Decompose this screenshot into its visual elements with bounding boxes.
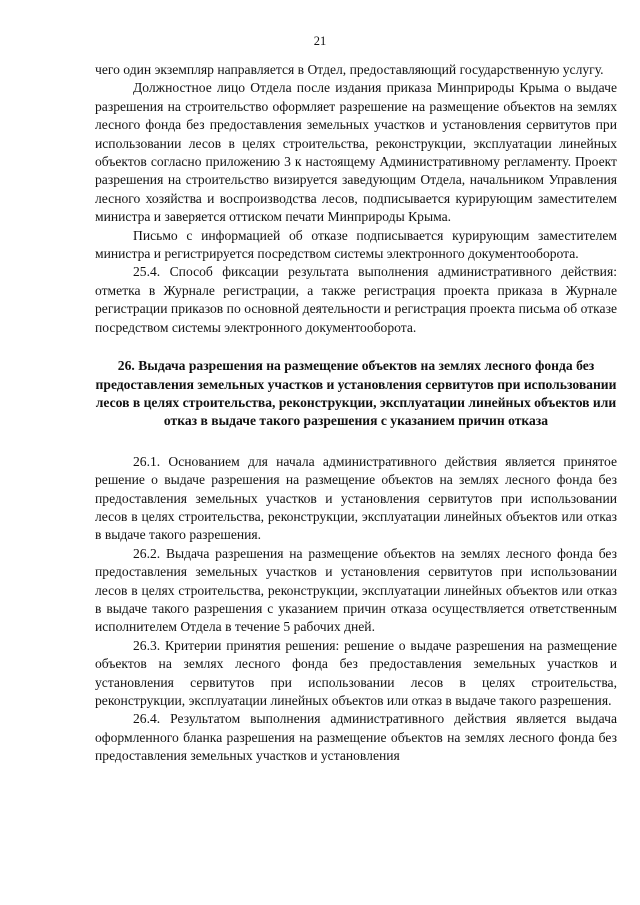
paragraph-26-2: 26.2. Выдача разрешения на размещение объектов на землях лесного фонда без предоставления земельных участков и установления сервитутов при использовании лесов в целях строительства, реконструкции, эксплуатации линейных объектов или отказ в выдаче такого разрешения с указанием причин отказа осуществляется ответственным исполнителем Отдела в течение 5 рабочих дней. bbox=[95, 545, 617, 635]
document-body bbox=[95, 61, 617, 766]
page-number: 21 bbox=[313, 34, 327, 48]
paragraph-26-1: 26.1. Основанием для начала административного действия является принятое решение о выдаче разрешения на размещение объектов на землях лесного фонда без предоставления земельных участков и установления сервитутов при использовании лесов в целях строительства, реконструкции, эксплуатации линейных объектов или отказ в выдаче такого разрешения. bbox=[95, 453, 617, 543]
section-heading-26: 26. Выдача разрешения на размещение объектов на землях лесного фонда без предоставления земельных участков и установления сервитутов при использовании лесов в целях строительства, реконструкции, эксплуатации линейных объектов или отказ в выдаче такого разрешения с указанием причин отказа bbox=[95, 358, 617, 429]
paragraph-26-4: 26.4. Результатом выполнения административного действия является выдача оформленного бланка разрешения на размещение объектов на землях лесного фонда без предоставления земельных участков и установления bbox=[95, 711, 617, 764]
paragraph-refusal-letter: Письмо с информацией об отказе подписывается курирующим заместителем министра и регистрируется посредством системы электронного документооборота. bbox=[95, 227, 617, 262]
paragraph-25-4: 25.4. Способ фиксации результата выполнения административного действия: отметка в Журнале регистрации, а также регистрация проекта приказа в Журнале регистрации приказов по основной деятельности и регистрация проекта письма об отказе посредством системы электронного документооборота. bbox=[95, 264, 617, 335]
paragraph-intro-continuation: чего один экземпляр направляется в Отдел, предоставляющий государственную услугу. bbox=[95, 62, 604, 77]
paragraph-official-issues-permit: Должностное лицо Отдела после издания приказа Минприроды Крыма о выдаче разрешения на строительство оформляет разрешение на размещение объектов на землях лесного фонда без предоставления земельных участков и установления сервитутов при использовании лесов в целях строительства, реконструкции, эксплуатации линейных объектов согласно приложению 3 к настоящему Административному регламенту. Проект разрешения на строительство визируется заведующим Отдела, начальником Управления лесного хозяйства и воспроизводства лесов, подписывается курирующим заместителем министра и заверяется оттиском печати Минприроды Крыма. bbox=[95, 80, 617, 225]
paragraph-26-3: 26.3. Критерии принятия решения: решение о выдаче разрешения на размещение объектов на землях лесного фонда без предоставления земельных участков и установления сервитутов при использовании лесов в целях строительства, реконструкции, эксплуатации линейных объектов или отказ в выдаче такого разрешения. bbox=[95, 637, 617, 708]
